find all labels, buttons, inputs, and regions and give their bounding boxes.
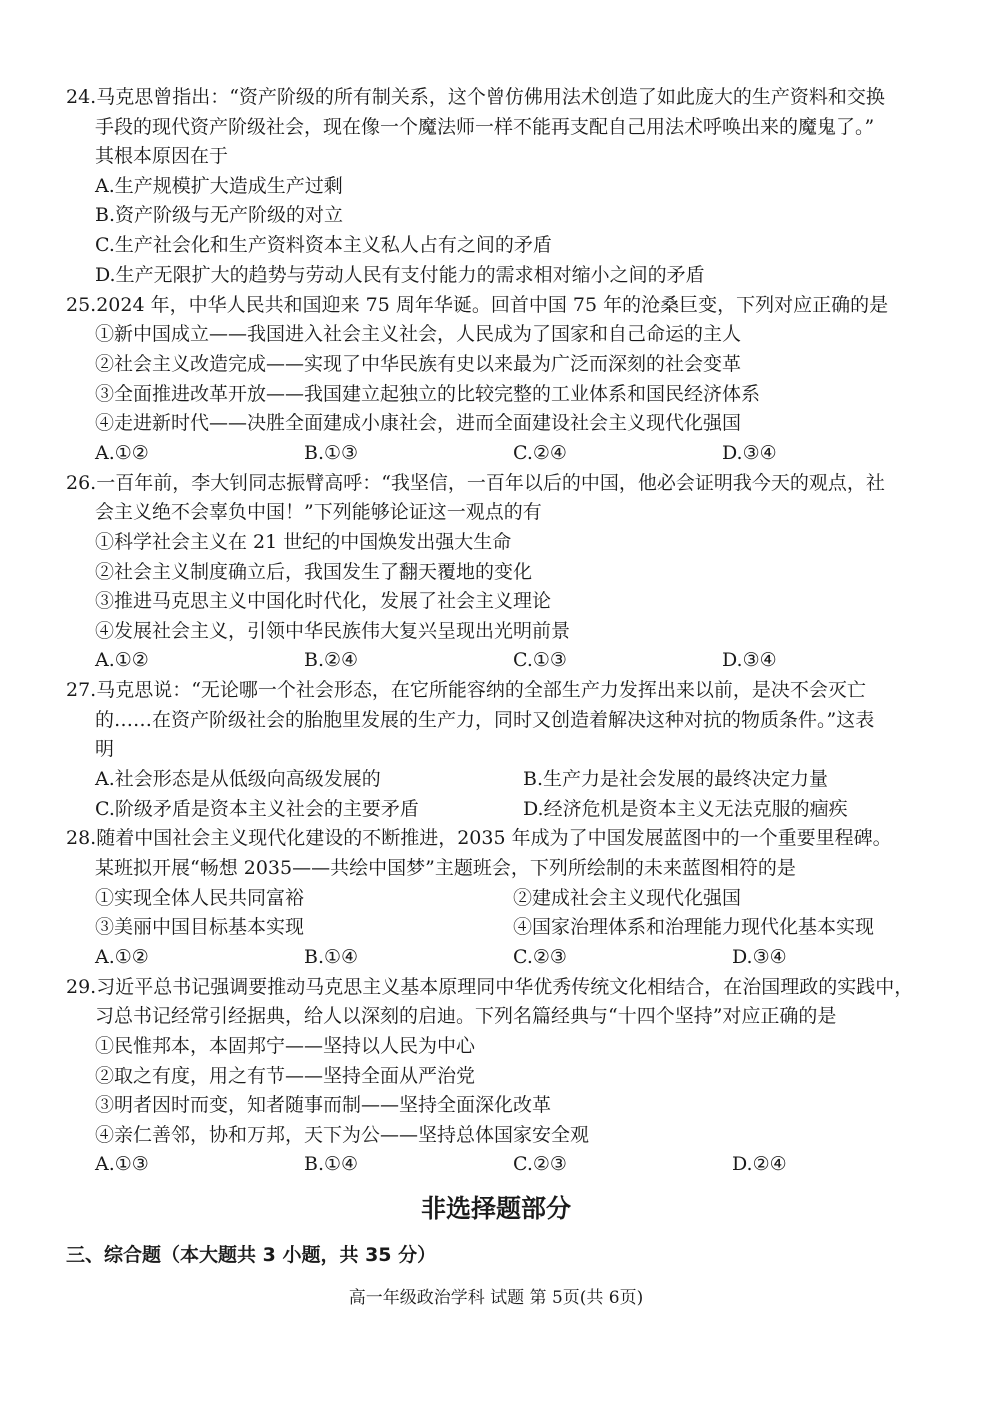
question-26-stem-line-1: 26.一百年前，李大钊同志振臂高呼：“我坚信，一百年以后的中国，他必会证明我今天的观点，社 bbox=[66, 472, 885, 494]
question-28-option-a: A.①② bbox=[95, 946, 149, 968]
question-28-option-c: C.②③ bbox=[513, 946, 567, 968]
question-26-option-b: B.②④ bbox=[304, 649, 359, 671]
question-27-option-a: A.社会形态是从低级向高级发展的 bbox=[95, 768, 381, 790]
question-25-option-c: C.②④ bbox=[513, 442, 567, 464]
question-24-option-c: C.生产社会化和生产资料资本主义私人占有之间的矛盾 bbox=[95, 234, 552, 256]
question-26-item-1: ①科学社会主义在 21 世纪的中国焕发出强大生命 bbox=[95, 531, 512, 553]
question-26-item-3: ③推进马克思主义中国化时代化，发展了社会主义理论 bbox=[95, 590, 552, 612]
question-24-option-a: A.生产规模扩大造成生产过剩 bbox=[95, 175, 343, 197]
question-24-stem-line-3: 其根本原因在于 bbox=[95, 145, 229, 167]
question-25-item-1: ①新中国成立——我国进入社会主义社会，人民成为了国家和自己命运的主人 bbox=[95, 323, 742, 345]
question-28-item-1: ①实现全体人民共同富裕 bbox=[95, 887, 305, 909]
question-25-option-b: B.①③ bbox=[304, 442, 359, 464]
question-28-option-b: B.①④ bbox=[304, 946, 359, 968]
question-29-option-c: C.②③ bbox=[513, 1153, 567, 1175]
question-28-option-d: D.③④ bbox=[732, 946, 787, 968]
part-heading: 三、综合题（本大题共 3 小题，共 35 分） bbox=[66, 1244, 437, 1266]
question-29-option-d: D.②④ bbox=[732, 1153, 787, 1175]
question-27-option-b: B.生产力是社会发展的最终决定力量 bbox=[523, 768, 829, 790]
question-26-option-d: D.③④ bbox=[722, 649, 777, 671]
question-27-stem-line-1: 27.马克思说：“无论哪一个社会形态，在它所能容纳的全部生产力发挥出来以前，是决不会灭亡 bbox=[66, 679, 866, 701]
question-28-item-2: ②建成社会主义现代化强国 bbox=[513, 887, 742, 909]
section-title: 非选择题部分 bbox=[420, 1194, 571, 1223]
question-26-option-c: C.①③ bbox=[513, 649, 567, 671]
question-29-stem-line-2: 习总书记经常引经据典，给人以深刻的启迪。下列名篇经典与“十四个坚持”对应正确的是 bbox=[95, 1005, 837, 1027]
question-28-item-4: ④国家治理体系和治理能力现代化基本实现 bbox=[513, 916, 875, 938]
question-27-option-d: D.经济危机是资本主义无法克服的痼疾 bbox=[523, 798, 848, 820]
question-28-item-3: ③美丽中国目标基本实现 bbox=[95, 916, 305, 938]
question-25-item-2: ②社会主义改造完成——实现了中华民族有史以来最为广泛而深刻的社会变革 bbox=[95, 353, 742, 375]
question-27-option-c: C.阶级矛盾是资本主义社会的主要矛盾 bbox=[95, 798, 419, 820]
question-29-item-3: ③明者因时而变，知者随事而制——坚持全面深化改革 bbox=[95, 1094, 552, 1116]
question-29-stem-line-1: 29.习近平总书记强调要推动马克思主义基本原理同中华优秀传统文化相结合，在治国理政的实践中， bbox=[66, 976, 914, 998]
question-26-item-2: ②社会主义制度确立后，我国发生了翻天覆地的变化 bbox=[95, 561, 533, 583]
question-29-item-1: ①民惟邦本，本固邦宁——坚持以人民为中心 bbox=[95, 1035, 476, 1057]
question-28-stem-line-2: 某班拟开展“畅想 2035——共绘中国梦”主题班会，下列所绘制的未来蓝图相符的是 bbox=[95, 857, 796, 879]
question-24-option-d: D.生产无限扩大的趋势与劳动人民有支付能力的需求相对缩小之间的矛盾 bbox=[95, 264, 705, 286]
question-28-stem-line-1: 28.随着中国社会主义现代化建设的不断推进，2035 年成为了中国发展蓝图中的一个重要里程碑。 bbox=[66, 827, 892, 849]
question-29-option-a: A.①③ bbox=[95, 1153, 149, 1175]
question-24-stem-line-2: 手段的现代资产阶级社会，现在像一个魔法师一样不能再支配自己用法术呼唤出来的魔鬼了。” bbox=[95, 116, 875, 138]
question-27-stem-line-3: 明 bbox=[95, 738, 115, 760]
question-26-stem-line-2: 会主义绝不会辜负中国！”下列能够论证这一观点的有 bbox=[95, 501, 542, 523]
question-25-item-4: ④走进新时代——决胜全面建成小康社会，进而全面建设社会主义现代化强国 bbox=[95, 412, 742, 434]
question-24-option-b: B.资产阶级与无产阶级的对立 bbox=[95, 204, 344, 226]
question-26-option-a: A.①② bbox=[95, 649, 149, 671]
question-29-item-4: ④亲仁善邻，协和万邦，天下为公——坚持总体国家安全观 bbox=[95, 1124, 590, 1146]
question-29-option-b: B.①④ bbox=[304, 1153, 359, 1175]
question-26-item-4: ④发展社会主义，引领中华民族伟大复兴呈现出光明前景 bbox=[95, 620, 571, 642]
question-25-option-a: A.①② bbox=[95, 442, 149, 464]
question-29-item-2: ②取之有度，用之有节——坚持全面从严治党 bbox=[95, 1065, 476, 1087]
question-24-stem-line-1: 24.马克思曾指出：“资产阶级的所有制关系，这个曾仿佛用法术创造了如此庞大的生产资料和交换 bbox=[66, 86, 885, 108]
question-27-stem-line-2: 的……在资产阶级社会的胎胞里发展的生产力，同时又创造着解决这种对抗的物质条件。”这表 bbox=[95, 709, 875, 731]
page-footer: 高一年级政治学科 试题 第 5页(共 6页) bbox=[348, 1288, 644, 1308]
question-25-option-d: D.③④ bbox=[722, 442, 777, 464]
question-25-stem-line-1: 25.2024 年，中华人民共和国迎来 75 周年华诞。回首中国 75 年的沧桑巨变，下列对应正确的是 bbox=[66, 294, 889, 316]
question-25-item-3: ③全面推进改革开放——我国建立起独立的比较完整的工业体系和国民经济体系 bbox=[95, 383, 761, 405]
